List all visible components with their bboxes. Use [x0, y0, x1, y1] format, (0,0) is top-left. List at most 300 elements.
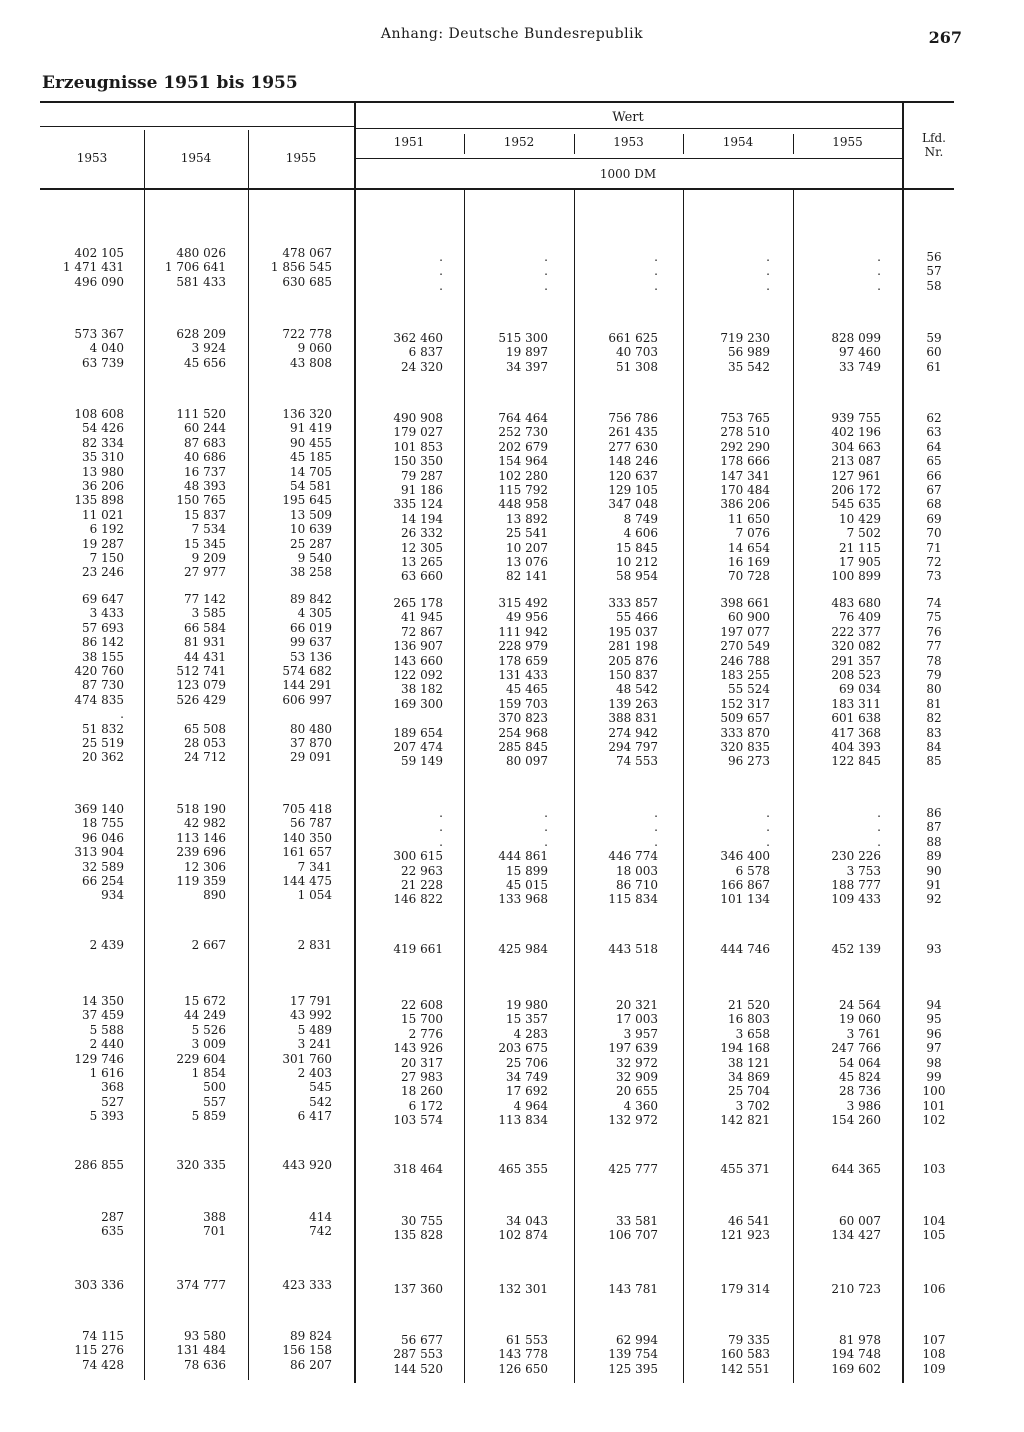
cell-value-1955: 33 749 [839, 359, 881, 374]
cell-value-1954: 38 121 [728, 1055, 770, 1070]
cell-value-1954: 292 290 [720, 439, 770, 454]
cell-value-1951: 22 608 [401, 998, 443, 1012]
value-group-label: Wert [612, 110, 644, 125]
col-divider-7 [793, 190, 794, 1383]
cell-qty-1953: 74 428 [82, 1357, 124, 1372]
cell-lfd-nr: 102 [922, 1113, 946, 1128]
cell-value-1952: 10 207 [506, 540, 548, 555]
cell-value-1952: 448 958 [498, 497, 548, 512]
cell-value-1951: 91 186 [401, 483, 443, 497]
cell-value-1953: 51 308 [616, 359, 658, 374]
cell-qty-1953: 934 [101, 888, 124, 903]
cell-value-1951: 146 822 [393, 892, 443, 907]
cell-qty-1954: 44 431 [184, 649, 226, 664]
cell-qty-1953: 11 021 [82, 507, 124, 522]
cell-value-1955: . [877, 278, 881, 293]
cell-value-1952: 45 015 [506, 878, 548, 892]
cell-value-1953: 661 625 [608, 331, 658, 345]
cell-qty-1954: 5 859 [191, 1109, 226, 1124]
cell-value-1952: 425 984 [498, 942, 548, 956]
cell-qty-1954: 113 146 [176, 830, 226, 845]
cell-value-1954: 152 317 [720, 696, 770, 711]
cell-value-1954: 270 549 [720, 639, 770, 654]
cell-qty-1954: 131 484 [176, 1343, 226, 1358]
cell-qty-1954: 388 [203, 1210, 226, 1224]
cell-lfd-nr: 91 [926, 878, 942, 892]
cell-value-1951: . [439, 250, 443, 264]
cell-qty-1954: 526 429 [176, 692, 226, 707]
running-header: Anhang: Deutsche Bundesrepublik [380, 26, 644, 42]
cell-value-1955: 3 753 [846, 863, 881, 878]
cell-value-1953: 115 834 [608, 892, 658, 907]
cell-value-1952: 315 492 [498, 596, 548, 610]
cell-qty-1953: 14 350 [82, 994, 124, 1008]
cell-value-1952: 4 964 [513, 1098, 548, 1113]
cell-lfd-nr: 66 [926, 468, 942, 483]
cell-value-1953: 33 581 [616, 1214, 658, 1228]
cell-lfd-nr: 98 [926, 1055, 942, 1070]
cell-value-1954: . [766, 264, 770, 279]
cell-qty-1954: 581 433 [176, 274, 226, 289]
cell-qty-1953: 287 [101, 1210, 124, 1224]
cell-qty-1953: 313 904 [74, 845, 124, 860]
cell-value-1951: 22 963 [401, 863, 443, 878]
cell-value-1954: 398 661 [720, 596, 770, 610]
cell-value-1952: 19 980 [506, 998, 548, 1012]
cell-qty-1953: 5 588 [89, 1022, 124, 1037]
cell-lfd-nr: 75 [926, 610, 942, 625]
cell-qty-1953: 2 440 [89, 1037, 124, 1052]
cell-value-1954: 278 510 [720, 425, 770, 440]
cell-qty-1953: 527 [101, 1094, 124, 1109]
cell-qty-1955: 161 657 [282, 845, 332, 860]
cell-qty-1955: 195 645 [282, 493, 332, 508]
cell-value-1955: 100 899 [831, 569, 881, 584]
cell-value-1952: . [544, 834, 548, 849]
cell-lfd-nr: 73 [926, 569, 942, 584]
cell-qty-1953: 57 693 [82, 620, 124, 635]
cell-value-1953: . [654, 264, 658, 279]
cell-value-1954: 34 869 [728, 1070, 770, 1084]
cell-value-1951: 6 172 [408, 1098, 443, 1113]
cell-lfd-nr: 79 [926, 668, 942, 682]
cell-value-1955: 81 978 [839, 1333, 881, 1347]
cell-qty-1953: 402 105 [74, 246, 124, 260]
cell-value-1954: 101 134 [720, 892, 770, 907]
cell-value-1953: 74 553 [616, 754, 658, 769]
cell-qty-1954: 480 026 [176, 246, 226, 260]
cell-lfd-nr: 77 [926, 639, 942, 654]
cell-qty-1955: 54 581 [290, 479, 332, 493]
cell-value-1952: 25 706 [506, 1055, 548, 1070]
cell-qty-1955: 156 158 [282, 1343, 332, 1358]
cell-value-1955: . [877, 834, 881, 849]
cell-value-1954: 56 989 [728, 345, 770, 360]
table-top-rule [40, 101, 954, 103]
cell-value-1955: 402 196 [831, 425, 881, 440]
cell-value-1952: 13 892 [506, 511, 548, 526]
cell-value-1954: 35 542 [728, 359, 770, 374]
cell-value-1953: 333 857 [608, 596, 658, 610]
cell-qty-1953: 66 254 [82, 874, 124, 888]
cell-qty-1954: 16 737 [184, 464, 226, 479]
cell-value-1951: 20 317 [401, 1055, 443, 1070]
cell-value-1955: 545 635 [831, 497, 881, 512]
cell-value-1954: 142 551 [720, 1361, 770, 1376]
quantity-header-rule [40, 126, 354, 127]
cell-value-1954: 183 255 [720, 668, 770, 682]
cell-value-1953: 125 395 [608, 1361, 658, 1376]
qty-year-1954: 1954 [180, 151, 212, 165]
cell-qty-1954: 701 [203, 1224, 226, 1239]
cell-value-1951: 18 260 [401, 1084, 443, 1099]
cell-qty-1953: 32 589 [82, 859, 124, 874]
cell-qty-1955: 140 350 [282, 830, 332, 845]
cell-lfd-nr: 92 [926, 892, 942, 907]
cell-qty-1953: 13 980 [82, 464, 124, 479]
cell-qty-1953: 35 310 [82, 450, 124, 465]
cell-value-1955: . [877, 264, 881, 279]
cell-value-1952: 80 097 [506, 754, 548, 769]
cell-qty-1955: 144 475 [282, 874, 332, 888]
cell-lfd-nr: 72 [926, 555, 942, 569]
cell-value-1954: . [766, 806, 770, 820]
cell-value-1952: 252 730 [498, 425, 548, 440]
cell-value-1954: 96 273 [728, 754, 770, 769]
cell-value-1953: 281 198 [608, 639, 658, 654]
cell-value-1951: 26 332 [401, 526, 443, 541]
cell-qty-1953: 1 471 431 [62, 260, 124, 275]
cell-value-1955: 828 099 [831, 331, 881, 345]
cell-lfd-nr: 65 [926, 454, 942, 469]
cell-qty-1953: 38 155 [82, 649, 124, 664]
cell-lfd-nr: 99 [926, 1070, 942, 1084]
cell-value-1954: 509 657 [720, 711, 770, 726]
cell-value-1954: 197 077 [720, 624, 770, 639]
cell-value-1954: 7 076 [735, 526, 770, 541]
cell-value-1951: 207 474 [393, 740, 443, 754]
cell-value-1951: 103 574 [393, 1113, 443, 1128]
cell-value-1952: . [544, 264, 548, 279]
cell-qty-1953: 18 755 [82, 816, 124, 831]
cell-value-1952: 133 968 [498, 892, 548, 907]
cell-value-1955: 644 365 [831, 1162, 881, 1176]
cell-lfd-nr: 95 [926, 1012, 942, 1027]
cell-qty-1954: 123 079 [176, 678, 226, 693]
cell-value-1953: 139 263 [608, 696, 658, 711]
cell-value-1951: 189 654 [393, 725, 443, 740]
cell-qty-1953: 54 426 [82, 421, 124, 436]
cell-lfd-nr: 87 [926, 820, 942, 835]
cell-value-1952: 285 845 [498, 740, 548, 754]
cell-qty-1955: 722 778 [282, 327, 332, 341]
cell-value-1954: . [766, 250, 770, 264]
cell-qty-1955: 29 091 [290, 750, 332, 765]
cell-value-1952: . [544, 250, 548, 264]
cell-value-1953: 197 639 [608, 1041, 658, 1056]
cell-qty-1954: 77 142 [184, 592, 226, 606]
cell-lfd-nr: 108 [922, 1347, 946, 1362]
cell-value-1954: 11 650 [728, 511, 770, 526]
cell-value-1951: 72 867 [401, 624, 443, 639]
cell-qty-1953: 135 898 [74, 493, 124, 508]
cell-qty-1954: 60 244 [184, 421, 226, 436]
cell-value-1953: 143 781 [608, 1282, 658, 1296]
cell-value-1952: 49 956 [506, 610, 548, 625]
cell-qty-1955: 742 [309, 1224, 332, 1239]
qty-year-1953: 1953 [76, 151, 108, 165]
cell-qty-1955: 478 067 [282, 246, 332, 260]
cell-value-1954: 25 704 [728, 1084, 770, 1099]
cell-qty-1955: 423 333 [282, 1278, 332, 1292]
cell-lfd-nr: 74 [926, 596, 942, 610]
cell-value-1954: 46 541 [728, 1214, 770, 1228]
cell-qty-1955: 14 705 [290, 464, 332, 479]
cell-value-1952: 34 749 [506, 1070, 548, 1084]
cell-value-1953: . [654, 278, 658, 293]
cell-value-1955: 134 427 [831, 1228, 881, 1243]
cell-value-1952: 34 043 [506, 1214, 548, 1228]
cell-qty-1953: 573 367 [74, 327, 124, 341]
cell-value-1953: 120 637 [608, 468, 658, 483]
cell-qty-1955: 91 419 [290, 421, 332, 436]
cell-qty-1954: 3 924 [191, 341, 226, 356]
cell-qty-1953: 51 832 [82, 721, 124, 736]
cell-qty-1953: 96 046 [82, 830, 124, 845]
cell-qty-1954: 65 508 [184, 721, 226, 736]
cell-qty-1954: 150 765 [176, 493, 226, 508]
cell-lfd-nr: 76 [926, 624, 942, 639]
cell-lfd-nr: 104 [922, 1214, 946, 1228]
cell-lfd-nr: 60 [926, 345, 942, 360]
cell-value-1954: 6 578 [735, 863, 770, 878]
cell-value-1954: 121 923 [720, 1228, 770, 1243]
cell-value-1951: 490 908 [393, 411, 443, 425]
cell-lfd-nr: 97 [926, 1041, 942, 1056]
cell-value-1955: 3 986 [846, 1098, 881, 1113]
cell-qty-1953: 420 760 [74, 664, 124, 678]
cell-qty-1954: 518 190 [176, 802, 226, 816]
cell-qty-1953: 37 459 [82, 1008, 124, 1023]
cell-qty-1955: 10 639 [290, 522, 332, 537]
cell-value-1955: 320 082 [831, 639, 881, 654]
cell-value-1954: 719 230 [720, 331, 770, 345]
cell-value-1952: 102 874 [498, 1228, 548, 1243]
cell-lfd-nr: 85 [926, 754, 942, 769]
cell-value-1953: 261 435 [608, 425, 658, 440]
cell-value-1953: 86 710 [616, 878, 658, 892]
cell-qty-1953: 20 362 [82, 750, 124, 765]
cell-value-1953: 58 954 [616, 569, 658, 584]
cell-value-1951: 169 300 [393, 696, 443, 711]
cell-value-1953: 443 518 [608, 942, 658, 956]
cell-value-1955: 213 087 [831, 454, 881, 469]
cell-lfd-nr: 96 [926, 1026, 942, 1041]
cell-qty-1954: 44 249 [184, 1008, 226, 1023]
cell-qty-1954: 3 009 [191, 1037, 226, 1052]
cell-value-1953: 40 703 [616, 345, 658, 360]
cell-qty-1955: 38 258 [290, 565, 332, 580]
cell-qty-1954: 9 209 [191, 551, 226, 565]
cell-value-1955: 417 368 [831, 725, 881, 740]
cell-value-1955: 17 905 [839, 555, 881, 569]
cell-value-1951: . [439, 820, 443, 835]
cell-value-1955: 601 638 [831, 711, 881, 726]
cell-value-1951: 136 907 [393, 639, 443, 654]
cell-lfd-nr: 89 [926, 849, 942, 864]
cell-value-1954: 444 746 [720, 942, 770, 956]
cell-qty-1954: 5 526 [191, 1022, 226, 1037]
cell-qty-1955: 7 341 [297, 859, 332, 874]
cell-value-1953: 388 831 [608, 711, 658, 726]
cell-qty-1953: 368 [101, 1080, 124, 1095]
cell-lfd-nr: 109 [922, 1361, 946, 1376]
cell-qty-1954: 15 345 [184, 536, 226, 551]
cell-value-1952: 45 465 [506, 682, 548, 697]
col-divider-3 [354, 101, 356, 1383]
cell-value-1951: 318 464 [393, 1162, 443, 1176]
cell-lfd-nr: 82 [926, 711, 942, 726]
cell-value-1955: 291 357 [831, 653, 881, 668]
cell-qty-1954: 81 931 [184, 635, 226, 650]
cell-lfd-nr: 90 [926, 863, 942, 878]
cell-value-1951: 300 615 [393, 849, 443, 864]
cell-lfd-nr: 80 [926, 682, 942, 697]
cell-value-1955: 452 139 [831, 942, 881, 956]
cell-value-1953: 294 797 [608, 740, 658, 754]
cell-value-1951: 63 660 [401, 569, 443, 584]
cell-value-1954: . [766, 834, 770, 849]
cell-value-1951: . [439, 806, 443, 820]
cell-value-1951: 2 776 [408, 1026, 443, 1041]
cell-lfd-nr: 71 [926, 540, 942, 555]
cell-value-1954: 16 803 [728, 1012, 770, 1027]
cell-value-1953: 18 003 [616, 863, 658, 878]
cell-value-1955: 60 007 [839, 1214, 881, 1228]
cell-qty-1955: 45 185 [290, 450, 332, 465]
cell-qty-1954: 119 359 [176, 874, 226, 888]
cell-qty-1954: 111 520 [176, 407, 226, 421]
cell-qty-1954: 320 335 [176, 1158, 226, 1172]
cell-qty-1954: 40 686 [184, 450, 226, 465]
cell-value-1951: 419 661 [393, 942, 443, 956]
cell-value-1953: 756 786 [608, 411, 658, 425]
cell-lfd-nr: 93 [926, 942, 942, 956]
cell-qty-1955: 43 992 [290, 1008, 332, 1023]
cell-value-1953: 55 466 [616, 610, 658, 625]
cell-value-1951: 41 945 [401, 610, 443, 625]
cell-qty-1954: 500 [203, 1080, 226, 1095]
cell-value-1955: 45 824 [839, 1070, 881, 1084]
cell-qty-1955: 90 455 [290, 435, 332, 450]
cell-value-1951: 179 027 [393, 425, 443, 440]
cell-value-1951: 122 092 [393, 668, 443, 682]
cell-value-1954: 320 835 [720, 740, 770, 754]
cell-qty-1955: 606 997 [282, 692, 332, 707]
cell-qty-1953: 108 608 [74, 407, 124, 421]
cell-lfd-nr: 78 [926, 653, 942, 668]
cell-value-1951: 24 320 [401, 359, 443, 374]
cell-qty-1954: 48 393 [184, 479, 226, 493]
cell-value-1952: 764 464 [498, 411, 548, 425]
cell-value-1952: 115 792 [498, 483, 548, 497]
cell-qty-1953: 69 647 [82, 592, 124, 606]
cell-qty-1953: 6 192 [89, 522, 124, 537]
cell-value-1954: 170 484 [720, 483, 770, 497]
cell-value-1951: . [439, 264, 443, 279]
cell-value-1955: 122 845 [831, 754, 881, 769]
cell-value-1953: 10 212 [616, 555, 658, 569]
cell-value-1951: 135 828 [393, 1228, 443, 1243]
cell-value-1952: 178 659 [498, 653, 548, 668]
cell-value-1955: 208 523 [831, 668, 881, 682]
cell-value-1951: 101 853 [393, 439, 443, 454]
cell-value-1952: 154 964 [498, 454, 548, 469]
cell-qty-1954: 45 656 [184, 355, 226, 370]
cell-value-1954: . [766, 278, 770, 293]
cell-value-1952: 102 280 [498, 468, 548, 483]
cell-lfd-nr: 101 [922, 1098, 946, 1113]
cell-value-1954: 455 371 [720, 1162, 770, 1176]
cell-value-1953: 3 957 [623, 1026, 658, 1041]
cell-value-1952: 159 703 [498, 696, 548, 711]
cell-lfd-nr: 59 [926, 331, 942, 345]
cell-value-1951: 137 360 [393, 1282, 443, 1296]
cell-lfd-nr: 56 [926, 250, 942, 264]
cell-qty-1955: 86 207 [290, 1357, 332, 1372]
cell-value-1953: 425 777 [608, 1162, 658, 1176]
cell-qty-1955: 89 842 [290, 592, 332, 606]
cell-value-1955: 97 460 [839, 345, 881, 360]
cell-qty-1954: 3 585 [191, 606, 226, 621]
cell-value-1951: 144 520 [393, 1361, 443, 1376]
cell-value-1951: 38 182 [401, 682, 443, 697]
cell-value-1955: 304 663 [831, 439, 881, 454]
col-divider-4 [464, 190, 465, 1383]
cell-value-1955: 939 755 [831, 411, 881, 425]
cell-qty-1955: 414 [309, 1210, 332, 1224]
value-years-rule [354, 158, 902, 159]
cell-value-1952: 515 300 [498, 331, 548, 345]
cell-qty-1954: 66 584 [184, 620, 226, 635]
cell-qty-1953: 2 439 [89, 938, 124, 952]
cell-value-1952: 254 968 [498, 725, 548, 740]
cell-qty-1953: 286 855 [74, 1158, 124, 1172]
cell-qty-1953: 635 [101, 1224, 124, 1239]
cell-qty-1955: 705 418 [282, 802, 332, 816]
cell-qty-1955: 443 920 [282, 1158, 332, 1172]
cell-value-1954: 178 666 [720, 454, 770, 469]
cell-value-1952: . [544, 278, 548, 293]
cell-lfd-nr: 106 [922, 1282, 946, 1296]
cell-qty-1954: 93 580 [184, 1329, 226, 1343]
cell-lfd-nr: 69 [926, 511, 942, 526]
cell-value-1953: 129 105 [608, 483, 658, 497]
cell-qty-1954: 78 636 [184, 1357, 226, 1372]
cell-value-1955: 7 502 [846, 526, 881, 541]
cell-qty-1953: . [120, 707, 124, 722]
cell-value-1955: 247 766 [831, 1041, 881, 1056]
cell-value-1952: 143 778 [498, 1347, 548, 1362]
cell-value-1955: 154 260 [831, 1113, 881, 1128]
cell-qty-1955: 2 403 [297, 1066, 332, 1080]
cell-value-1953: 195 037 [608, 624, 658, 639]
cell-qty-1955: 3 241 [297, 1037, 332, 1052]
cell-lfd-nr: 83 [926, 725, 942, 740]
cell-value-1953: 132 972 [608, 1113, 658, 1128]
cell-value-1955: 169 602 [831, 1361, 881, 1376]
cell-lfd-nr: 57 [926, 264, 942, 279]
